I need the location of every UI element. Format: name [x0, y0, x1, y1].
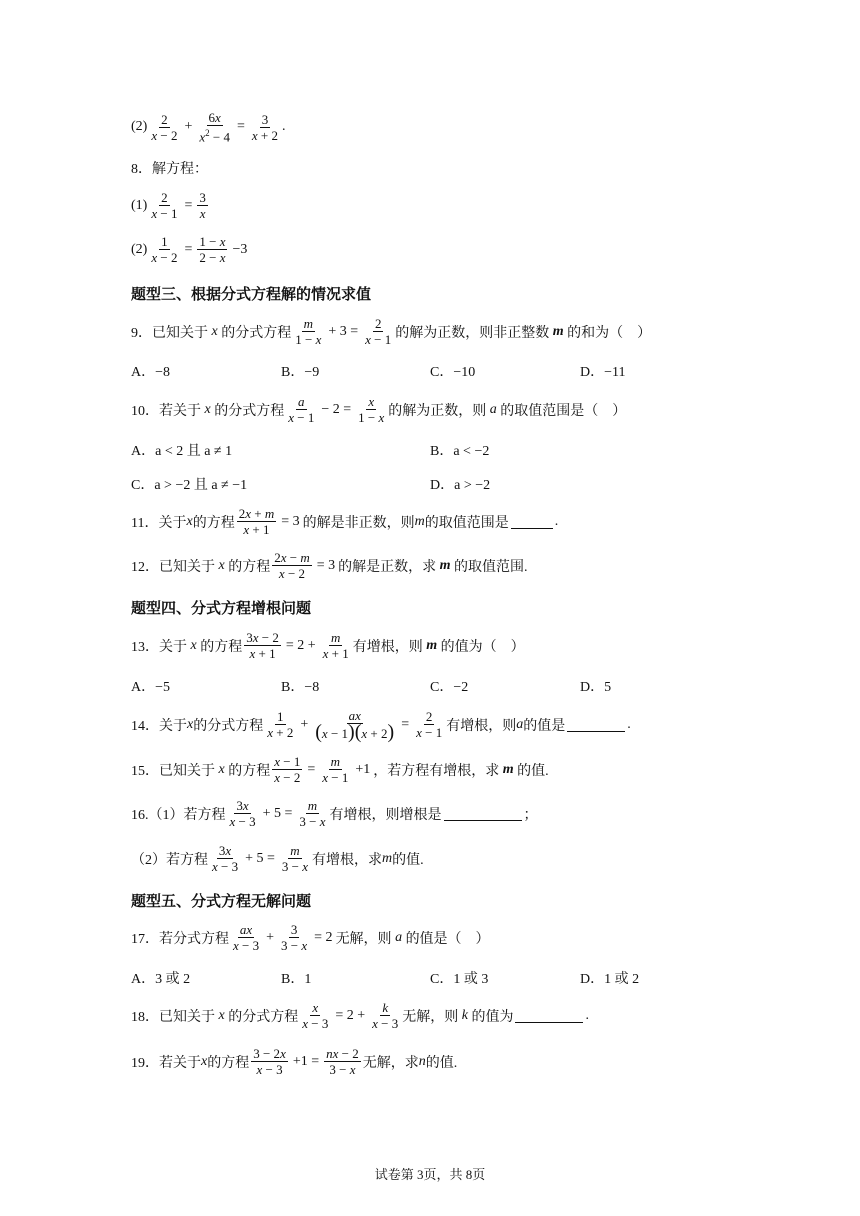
question-text: 16.（1）若方程 [131, 807, 226, 823]
question-text: 的和为（ ） [567, 325, 652, 341]
q13-option-a[interactable]: A．−5 [131, 680, 171, 695]
fraction: $\frac{3x}{x - 3}$ [229, 798, 256, 829]
section-title: 题型四、分式方程增根问题 [131, 600, 312, 617]
question-text: 的分式方程 [214, 403, 285, 419]
q10-option-d[interactable]: D．a > −2 [430, 478, 491, 493]
q15: 15．已知关于 x 的方程 $\frac{x - 1}{x - 2}$ = $\frac{m}{x - 1}$ +1 ，若方程有增根，求 m 的值. [131, 754, 549, 785]
fraction: $\frac{m}{x - 1}$ [322, 754, 349, 785]
q9-option-d[interactable]: D．−11 [580, 365, 626, 380]
part-label: (1) [131, 197, 148, 213]
fraction: $\frac{m}{x + 1}$ [322, 630, 349, 661]
semicolon: ； [523, 807, 538, 823]
period: . [627, 716, 631, 732]
answer-blank[interactable] [567, 717, 625, 732]
period: . [585, 1007, 589, 1023]
fraction: $\frac{3x - 2}{x + 1}$ [246, 630, 279, 661]
question-text: （2）若方程 [131, 852, 208, 868]
q13-option-d[interactable]: D．5 [580, 680, 612, 695]
question-text: 的解是非正数，则 [302, 515, 415, 531]
question-text: 的方程 [192, 515, 235, 531]
fraction: $\frac{3}{x}$ [199, 190, 206, 221]
question-text: 的分式方程 [221, 325, 292, 341]
question-text: 无解，则 [402, 1009, 459, 1025]
question-text: ，若方程有增根，求 [373, 763, 500, 779]
question-text: 的值为（ ） [440, 639, 525, 655]
fraction: $\frac{2}{x - 1}$ [416, 709, 443, 740]
q12: 12．已知关于 x 的方程 $\frac{2x - m}{x - 2}$ = 3 的解是正数，求 m 的取值范围. [131, 550, 528, 581]
question-text: 的值. [392, 852, 424, 868]
question-text: 18．已知关于 [131, 1009, 215, 1025]
q9-option-c[interactable]: C．−10 [430, 365, 476, 380]
question-text: 的解为正数，则非正整数 [395, 325, 550, 341]
section-title: 题型三、根据分式方程解的情况求值 [131, 286, 372, 303]
fraction: $\frac{3}{3 - x}$ [281, 922, 308, 953]
q16-part2: （2）若方程 $\frac{3x}{x - 3}$ + 5 = $\frac{m}{3 - x}$ 有增根，求 m 的值. [131, 843, 424, 874]
section-heading-4 [131, 597, 311, 618]
question-text: 14．关于 [131, 718, 187, 734]
fraction: $\frac{x}{x - 3}$ [302, 1000, 329, 1031]
question-text: 的值为 [471, 1009, 514, 1025]
q8-part2: (2) $\frac{1}{x - 2}$ = $\frac{1 - x}{2 - x}$ −3 [131, 234, 248, 265]
fraction: $\frac{m}{1 - x}$ [295, 316, 322, 347]
question-text: 的值. [425, 1055, 458, 1071]
q10-option-c[interactable]: C．a > −2 且 a ≠ −1 [131, 478, 248, 493]
q11: 11．关于 x 的方程 $\frac{2x + m}{x + 1}$ = 3 的解是非正数，则 m 的取值范围是 . [131, 506, 559, 537]
fraction: $\frac{k}{x - 3}$ [372, 1000, 399, 1031]
q8-part1: (1) $\frac{2}{x - 1}$ = $\frac{3}{x}$ [131, 190, 206, 221]
q9-option-a[interactable]: A．−8 [131, 365, 171, 380]
fraction: $\frac{m}{3 - x}$ [299, 798, 326, 829]
question-text: 17．若分式方程 [131, 931, 229, 947]
section-heading-3 [131, 283, 371, 304]
question-text: 的值. [517, 763, 549, 779]
q17-option-b[interactable]: B．1 [281, 972, 312, 987]
q13-option-c[interactable]: C．−2 [430, 680, 469, 695]
question-text: 有增根，则 [352, 639, 423, 655]
question-text: 13．关于 [131, 639, 187, 655]
q10-option-a[interactable]: A．a < 2 且 a ≠ 1 [131, 444, 233, 459]
section-heading-5 [131, 890, 311, 911]
part-label: (2) [131, 119, 148, 135]
question-text: 无解，则 [335, 931, 392, 947]
question-text: 的取值范围. [454, 559, 528, 575]
fraction: $\frac{2x + m}{x + 1}$ [238, 506, 275, 537]
q7-part2: (2) $\frac{2}{x - 2}$ + $\frac{6x}{x^2 - 4}$ = $\frac{3}{x + 2}$ . [131, 110, 286, 145]
part-label: (2) [131, 241, 148, 257]
fraction: $\frac{m}{3 - x}$ [281, 843, 309, 874]
q16-part1: 16.（1）若方程 $\frac{3x}{x - 3}$ + 5 = $\frac{m}{3 - x}$ 有增根，则增根是 ； [131, 798, 538, 829]
question-text: 的值是 [523, 718, 566, 734]
question-text: 的方程 [207, 1055, 250, 1071]
fraction: $\frac{x}{1 - x}$ [358, 394, 385, 425]
fraction: $\frac{3 - 2x}{x - 3}$ [253, 1046, 286, 1077]
question-text: 的方程 [228, 763, 271, 779]
q10: 10．若关于 x 的分式方程 $\frac{a}{x - 1}$ − 2 = $\frac{x}{1 - x}$ 的解为正数，则 a 的取值范围是（ ） [131, 394, 627, 425]
fraction: $\frac{1 - x}{2 - x}$ [199, 234, 226, 265]
q17-option-a[interactable]: A．3 或 2 [131, 972, 191, 987]
q18: 18．已知关于 x 的分式方程 $\frac{x}{x - 3}$ = 2 + $\frac{k}{x - 3}$ 无解，则 k 的值为 . [131, 1000, 589, 1031]
period: . [282, 119, 286, 135]
question-text: 的值是（ ） [405, 931, 490, 947]
fraction: $\frac{1}{x + 2}$ [267, 709, 294, 740]
fraction: $\frac{x - 1}{x - 2}$ [274, 754, 301, 785]
fraction: $\frac{nx - 2}{3 - x}$ [326, 1046, 359, 1077]
fraction: $\frac{2x - m}{x - 2}$ [274, 550, 310, 581]
fraction: $\frac{ax}{x - 3}$ [233, 922, 260, 953]
q8-title [131, 158, 208, 178]
q13: 13．关于 x 的方程 $\frac{3x - 2}{x + 1}$ = 2 + $\frac{m}{x + 1}$ 有增根，则 m 的值为（ ） [131, 630, 525, 661]
question-text: 的解为正数，则 [388, 403, 487, 419]
q17-option-c[interactable]: C．1 或 3 [430, 972, 489, 987]
question-text: 10．若关于 [131, 403, 201, 419]
fraction: $\frac{2}{x - 1}$ [365, 316, 392, 347]
question-text: 的分式方程 [228, 1009, 299, 1025]
question-text: 无解，求 [362, 1055, 419, 1071]
fraction: $\frac{1}{x - 2}$ [151, 234, 178, 265]
question-text: 有增根，则增根是 [329, 807, 442, 823]
page-footer: 试卷第 3页，共 8页 [374, 1167, 486, 1182]
q19: 19．若关于 x 的方程 $\frac{3 - 2x}{x - 3}$ +1 = $\frac{nx - 2}{3 - x}$ 无解，求 n 的值. [131, 1046, 458, 1077]
answer-blank[interactable] [511, 514, 553, 529]
fraction: $\frac{3x}{x - 3}$ [212, 843, 239, 874]
question-text: 19．若关于 [131, 1055, 201, 1071]
question-text: 8．解方程： [131, 162, 208, 177]
answer-blank[interactable] [444, 806, 522, 821]
question-text: 有增根，求 [312, 852, 383, 868]
fraction: $\frac{ax}{(x - 1)(x + 2)}$ [315, 708, 395, 743]
question-text: 的解是正数，求 [338, 559, 437, 575]
q13-option-b[interactable]: B．−8 [281, 680, 320, 695]
question-text: 11．关于 [131, 515, 187, 531]
question-text: 12．已知关于 [131, 559, 215, 575]
question-text: 15．已知关于 [131, 763, 215, 779]
q14: 14．关于 x 的分式方程 $\frac{1}{x + 2}$ + $\frac{ax}{(x - 1)(x + 2)}$ = $\frac{2}{x - 1}$ 有增根，则 a 的值是 . [131, 708, 631, 743]
question-text: 有增根，则 [446, 718, 517, 734]
answer-blank[interactable] [515, 1008, 583, 1023]
fraction: $\frac{a}{x - 1}$ [288, 394, 315, 425]
question-text: 的取值范围是（ ） [500, 403, 627, 419]
fraction: $\frac{3}{x + 2}$ [251, 111, 279, 143]
q17: 17．若分式方程 $\frac{ax}{x - 3}$ + $\frac{3}{3 - x}$ = 2 无解，则 a 的值是（ ） [131, 922, 490, 953]
q10-option-b[interactable]: B．a < −2 [430, 444, 490, 459]
q9: 9．已知关于 x 的分式方程 $\frac{m}{1 - x}$ + 3 = $\frac{2}{x - 1}$ 的解为正数，则非正整数 m 的和为（ ） [131, 316, 652, 347]
question-text: 9．已知关于 [131, 325, 208, 341]
question-text: 的方程 [228, 559, 271, 575]
fraction: $\frac{6x}{x^2 - 4}$ [199, 110, 230, 145]
q9-option-b[interactable]: B．−9 [281, 365, 320, 380]
fraction: $\frac{2}{x - 2}$ [151, 111, 178, 143]
fraction: $\frac{2}{x - 1}$ [151, 190, 178, 221]
question-text: 的取值范围是 [424, 515, 509, 531]
period: . [554, 513, 559, 529]
question-text: 的方程 [200, 639, 243, 655]
q17-option-d[interactable]: D．1 或 2 [580, 972, 640, 987]
section-title: 题型五、分式方程无解问题 [131, 893, 312, 910]
question-text: 的分式方程 [193, 718, 264, 734]
